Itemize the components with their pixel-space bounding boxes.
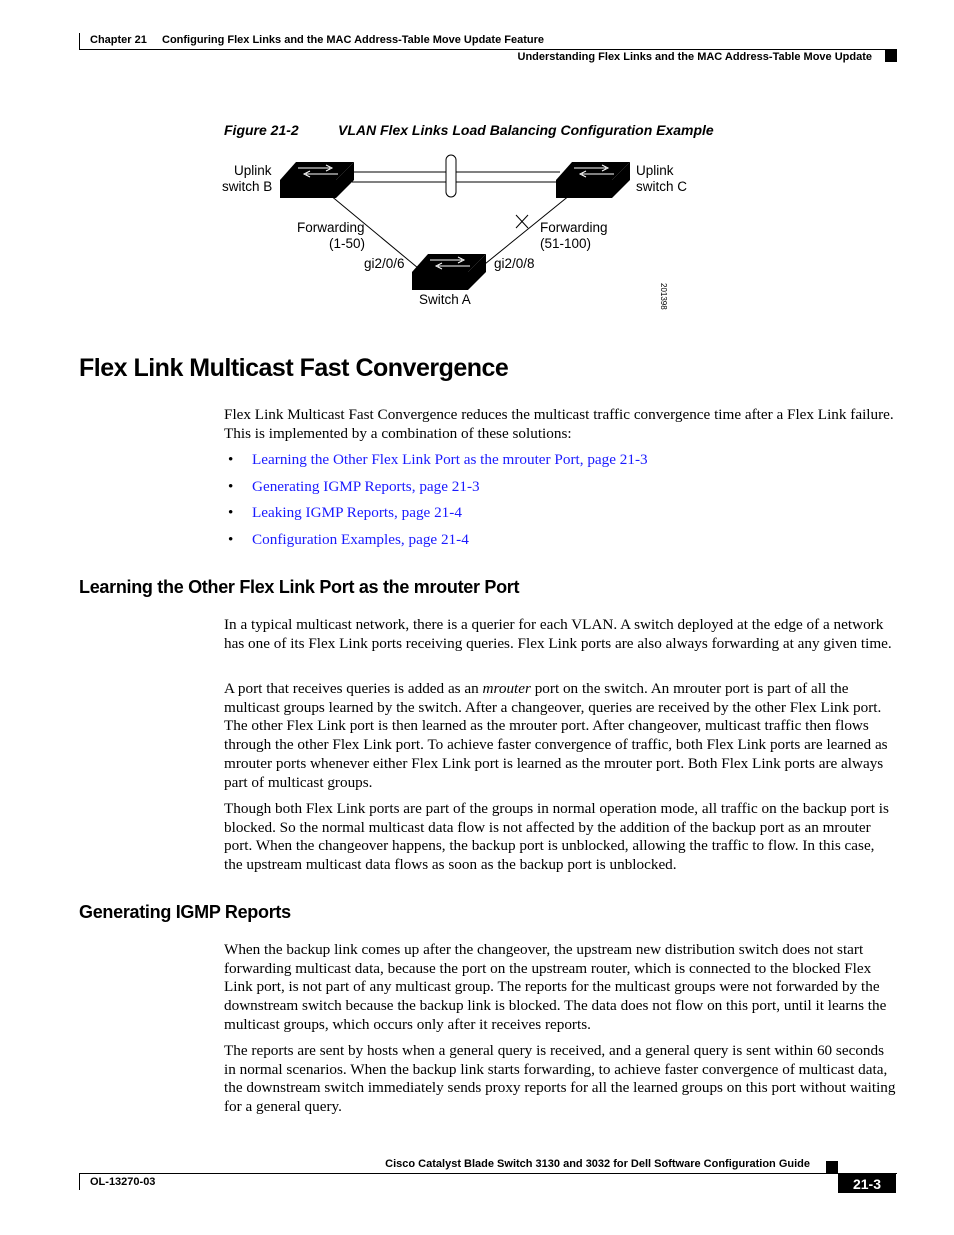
label-switch-a: Switch A bbox=[419, 292, 471, 307]
section-title-multicast-fast-convergence: Flex Link Multicast Fast Convergence bbox=[79, 354, 509, 382]
section2-p2 bbox=[224, 680, 896, 792]
list-item bbox=[228, 451, 648, 469]
section2-p2-end: port on the switch. An mrouter port is part of all the multicast groups learned by the switch. After a changeover, queries are received by the other Flex Link port. The other Flex Link port is then learned as the mrouter port. After changeover, multicast traffic then flows through the other Flex Link port. To achieve faster convergence of traffic, both Flex Link ports are learned as mrouter ports whenever either Flex Link port is learned as the mrouter port. Both Flex Link ports are always part of multicast groups. bbox=[224, 680, 888, 791]
link-learning-mrouter-port[interactable]: Learning the Other Flex Link Port as the mrouter Port, page 21-3 bbox=[252, 451, 648, 468]
section2-p3: Though both Flex Link ports are part of the groups in normal operation mode, all traffic on the backup port is blocked. So the normal multicast data flow is not affected by the addition of the backup port as an mrouter port. When the changeover happens, the backup port is unblocked, allowing the traffic to flow. In this case, the upstream multicast data flows as soon as the backup port is unblocked. bbox=[224, 800, 889, 874]
footer-doc-id: OL-13270-03 bbox=[90, 1176, 156, 1188]
section3-p2: The reports are sent by hosts when a general query is received, and a general query is sent within 60 seconds in normal scenarios. When the backup link starts forwarding, to achieve faster convergence of multicast data, the downstream switch immediately sends proxy reports for all the learned groups on this port without waiting for a general query. bbox=[224, 1042, 896, 1116]
header-chapter-title: Configuring Flex Links and the MAC Address-Table Move Update Feature bbox=[162, 34, 544, 46]
bullet: • bbox=[228, 531, 234, 548]
link-configuration-examples[interactable]: Configuration Examples, page 21-4 bbox=[252, 531, 469, 548]
label-port-right: gi2/0/8 bbox=[494, 256, 535, 271]
term-mrouter: mrouter bbox=[482, 680, 531, 697]
bullet: • bbox=[228, 504, 234, 521]
label-forwarding-left-range: (1-50) bbox=[329, 236, 366, 251]
section2-p2-start: A port that receives queries is added as an bbox=[224, 680, 483, 697]
label-uplink-b-2: switch B bbox=[222, 179, 273, 194]
footer-left-rule bbox=[79, 1173, 80, 1190]
section-title-learning-mrouter-port: Learning the Other Flex Link Port as the mrouter Port bbox=[79, 577, 520, 597]
link-leaking-igmp-reports[interactable]: Leaking IGMP Reports, page 21-4 bbox=[252, 504, 462, 521]
label-uplink-c-2: switch C bbox=[636, 179, 688, 194]
list-item bbox=[228, 531, 469, 549]
switch-b-icon bbox=[280, 162, 354, 198]
label-forwarding-right: Forwarding bbox=[540, 220, 608, 235]
bullet: • bbox=[228, 451, 234, 468]
link-generating-igmp-reports[interactable]: Generating IGMP Reports, page 21-3 bbox=[252, 478, 480, 495]
page-number: 21-3 bbox=[838, 1173, 896, 1193]
footer-guide-title: Cisco Catalyst Blade Switch 3130 and 3032 for Dell Software Configuration Guide bbox=[385, 1158, 810, 1170]
label-forwarding-right-range: (51-100) bbox=[540, 236, 592, 251]
port-channel-ellipse bbox=[446, 155, 456, 197]
header-chapter: Chapter 21 bbox=[90, 34, 147, 46]
section2-p1: In a typical multicast network, there is a querier for each VLAN. A switch deployed at the edge of a network has one of its Flex Link ports receiving queries. Flex Link ports are also always forwarding at any given time. bbox=[224, 616, 892, 652]
switch-a-icon bbox=[412, 254, 486, 290]
header-section: Understanding Flex Links and the MAC Address-Table Move Update bbox=[517, 51, 872, 63]
bullet: • bbox=[228, 478, 234, 495]
list-item bbox=[228, 504, 462, 522]
figure-number: Figure 21-2 bbox=[224, 122, 299, 138]
section3-p1: When the backup link comes up after the changeover, the upstream new distribution switch does not start forwarding multicast data, because the port on the upstream router, which is connected to the blocked Flex Link port, is not part of any multicast group. The reports for the multicast groups were not forwarded by the downstream switch because the backup link is blocked. The data does not flow on this port, until it learns the multicast groups, which occurs only after it receives reports. bbox=[224, 941, 887, 1033]
label-uplink-c-1: Uplink bbox=[636, 163, 674, 178]
figure-caption: VLAN Flex Links Load Balancing Configuration Example bbox=[338, 122, 714, 138]
list-item bbox=[228, 478, 480, 496]
footer-rule bbox=[79, 1173, 897, 1174]
section-title-generating-igmp-reports: Generating IGMP Reports bbox=[79, 902, 291, 922]
label-forwarding-left: Forwarding bbox=[297, 220, 365, 235]
flex-links-diagram bbox=[0, 0, 954, 340]
label-port-left: gi2/0/6 bbox=[364, 256, 405, 271]
switch-c-icon bbox=[556, 162, 630, 198]
footer-marker bbox=[826, 1161, 838, 1173]
section1-intro: Flex Link Multicast Fast Convergence reduces the multicast traffic convergence time after a Flex Link failure. This is implemented by a combination of these solutions: bbox=[224, 406, 894, 442]
figure-id: 201398 bbox=[659, 283, 668, 310]
label-uplink-b-1: Uplink bbox=[234, 163, 272, 178]
